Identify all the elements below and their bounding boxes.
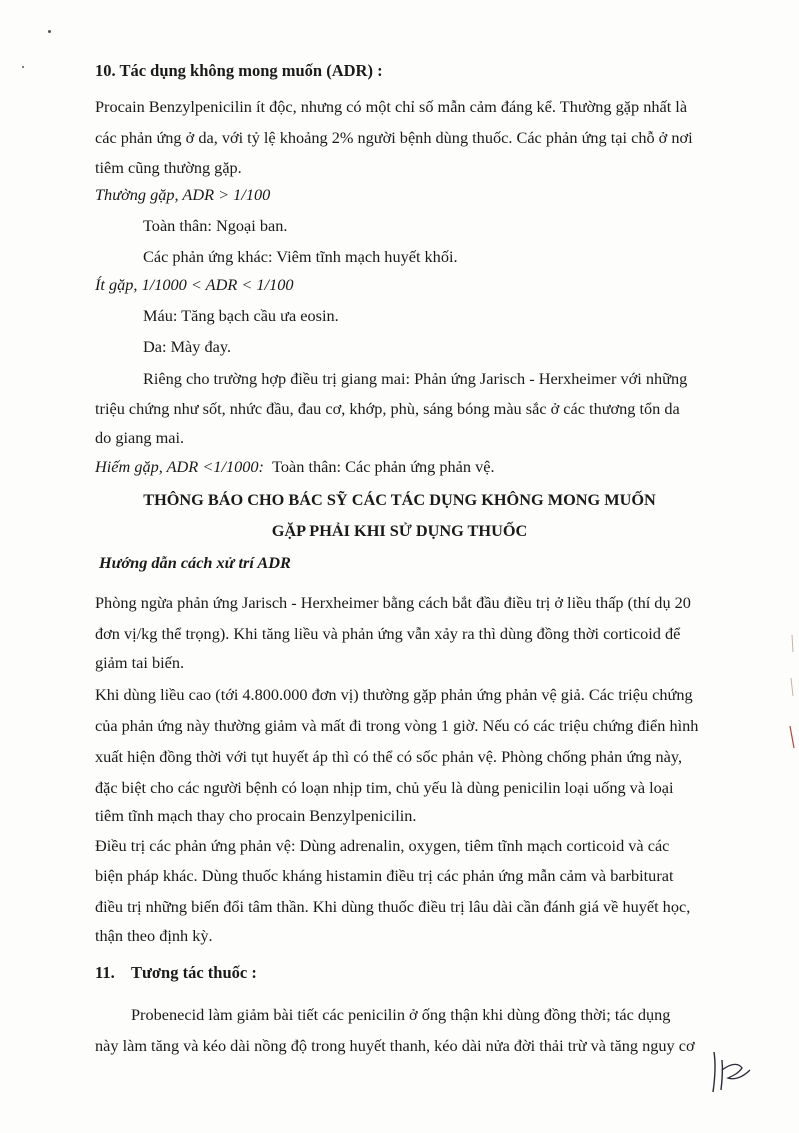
notice-line-2: GẶP PHẢI KHI SỬ DỤNG THUỐC [271,521,528,540]
guide-line-4: Khi dùng liều cao (tới 4.800.000 đơn vị) thường gặp phản ứng phản vệ giả. Các triệu chứng [95,685,693,704]
common-item-1: Toàn thân: Ngoại ban. [143,216,288,235]
section-11-heading [95,963,257,983]
guide-line-8: tiêm tĩnh mạch thay cho procain Benzylpenicilin. [95,806,417,825]
rare-text: Toàn thân: Các phản ứng phản vệ. [272,457,495,476]
rare-label: Hiếm gặp, ADR <1/1000: [95,457,264,476]
guide-line-2: đơn vị/kg thể trọng). Khi tăng liều và phản ứng vẫn xảy ra thì dùng đồng thời corticoid để [95,624,681,643]
guide-line-11: điều trị những biến đổi tâm thần. Khi dùng thuốc điều trị lâu dài cần đánh giá về huyết học, [95,897,691,916]
syphilis-line-1: Riêng cho trường hợp điều trị giang mai: Phản ứng Jarisch - Herxheimer với những [143,369,688,388]
syphilis-line-3: do giang mai. [95,428,185,447]
uncommon-item-1: Máu: Tăng bạch cầu ưa eosin. [143,306,339,325]
section-10-heading: 10. Tác dụng không mong muốn (ADR) : [95,61,383,80]
guide-line-5: của phản ứng này thường giảm và mất đi trong vòng 1 giờ. Nếu có các triệu chứng điển hình [95,716,699,735]
edge-marks [784,630,798,760]
guide-line-10: biện pháp khác. Dùng thuốc kháng histamin điều trị các phản ứng mẫn cảm và barbiturat [95,866,674,885]
guide-line-7: đặc biệt cho các người bệnh có loạn nhịp tim, chủ yếu là dùng penicilin loại uống và loại [95,778,674,797]
guide-line-3: giảm tai biến. [95,653,185,672]
guide-line-12: thận theo định kỳ. [95,926,213,945]
guide-heading: Hướng dẫn cách xử trí ADR [99,553,291,572]
scan-speck [22,66,24,68]
guide-line-9: Điều trị các phản ứng phản vệ: Dùng adrenalin, oxygen, tiêm tĩnh mạch corticoid và các [95,836,670,855]
scan-speck [48,30,51,33]
section-11-number: 11. [95,963,115,982]
section-11-line-2: này làm tăng và kéo dài nồng độ trong huyết thanh, kéo dài nửa đời thải trừ và tăng nguy cơ [95,1036,695,1055]
guide-line-6: xuất hiện đồng thời với tụt huyết áp thì có thể có sốc phản vệ. Phòng chống phản ứng này, [95,747,683,766]
rare-row [95,457,495,477]
intro-line-1: Procain Benzylpenicilin ít độc, nhưng có một chỉ số mẫn cảm đáng kể. Thường gặp nhất là [95,97,688,116]
intro-line-3: tiêm cũng thường gặp. [95,158,242,177]
syphilis-line-2: triệu chứng như sốt, nhức đầu, đau cơ, khớp, phù, sáng bóng màu sắc ở các thương tổn da [95,399,680,418]
intro-line-2: các phản ứng ở da, với tỷ lệ khoảng 2% người bệnh dùng thuốc. Các phản ứng tại chỗ ở nơi [95,128,693,147]
notice-line-1: THÔNG BÁO CHO BÁC SỸ CÁC TÁC DỤNG KHÔNG MONG MUỐN [143,490,656,509]
uncommon-item-2: Da: Mày đay. [143,337,232,356]
guide-line-1: Phòng ngừa phản ứng Jarisch - Herxheimer bằng cách bắt đầu điều trị ở liều thấp (thí dụ 20 [95,593,691,612]
uncommon-label: Ít gặp, 1/1000 < ADR < 1/100 [95,275,294,294]
section-11-line-1: Probenecid làm giảm bài tiết các penicilin ở ống thận khi dùng đồng thời; tác dụng [131,1005,671,1024]
common-item-2: Các phản ứng khác: Viêm tĩnh mạch huyết khối. [143,247,458,266]
common-label: Thường gặp, ADR > 1/100 [95,185,271,204]
handwritten-initials [704,1040,764,1100]
section-11-title: Tương tác thuốc : [131,963,257,982]
